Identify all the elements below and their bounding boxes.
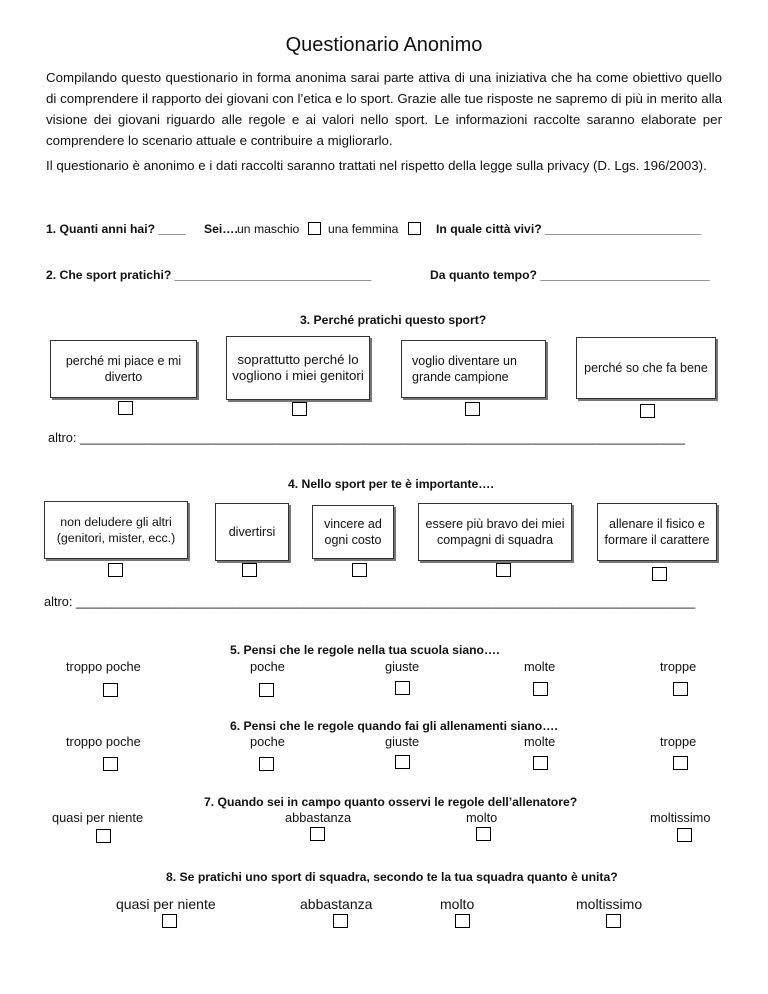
q4-question: 4. Nello sport per te è importante…. <box>288 477 494 491</box>
q8-checkbox[interactable] <box>162 914 177 928</box>
q4-option-box <box>215 503 289 561</box>
q1-male-label: un maschio <box>237 222 300 236</box>
q3-option-box <box>576 337 716 399</box>
q6-option-label: molte <box>524 734 556 749</box>
q3-checkbox[interactable] <box>292 402 307 416</box>
q3-option-label: perché mi piace e mi diverto <box>65 354 182 384</box>
q2-since-field[interactable]: Da quanto tempo? _________________________ <box>430 268 710 282</box>
page-title: Questionario Anonimo <box>285 34 483 56</box>
q3-other-field[interactable]: altro: _____________________________________________________________________________________ <box>48 430 685 445</box>
q8-checkbox[interactable] <box>333 914 348 928</box>
q3-checkbox[interactable] <box>118 401 133 415</box>
q7-question: 7. Quando sei in campo quanto osservi le regole dell’allenatore? <box>204 795 578 809</box>
q5-checkbox[interactable] <box>103 683 118 697</box>
q3-option-box <box>401 340 546 398</box>
q8-option-label: abbastanza <box>300 896 373 912</box>
q4-checkbox[interactable] <box>496 563 511 577</box>
q8-option-label: molto <box>440 896 475 912</box>
q3-option-label: soprattutto perché lo vogliono i miei genitori <box>232 352 364 383</box>
q5-checkbox[interactable] <box>395 681 410 695</box>
q1-age-field[interactable]: 1. Quanti anni hai? ____ <box>46 222 186 236</box>
q5-checkbox[interactable] <box>259 683 274 697</box>
q4-option-box <box>44 501 188 559</box>
q5-option-label: giuste <box>385 659 420 674</box>
q3-option-box <box>50 340 197 398</box>
q6-checkbox[interactable] <box>395 755 410 769</box>
q6-checkbox[interactable] <box>259 757 274 771</box>
q8-checkbox[interactable] <box>455 914 470 928</box>
q5-option-label: troppo poche <box>66 659 141 674</box>
q7-checkbox[interactable] <box>677 828 692 842</box>
q1-sex-label: Sei…. <box>204 222 238 236</box>
q4-other-field[interactable]: altro: _______________________________________________________________________________________ <box>44 594 696 609</box>
q7-checkbox[interactable] <box>310 827 325 841</box>
q7-option-label: quasi per niente <box>52 810 144 825</box>
q7-checkbox[interactable] <box>476 827 491 841</box>
q6-option-label: troppo poche <box>66 734 141 749</box>
q3-option-label: voglio diventare un grande campione <box>412 354 517 384</box>
q3-question: 3. Perché pratichi questo sport? <box>300 313 487 327</box>
q1-city-field[interactable]: In quale città vivi? _______________________ <box>436 222 701 236</box>
q7-option-label: moltissimo <box>650 810 711 825</box>
q4-option-label: non deludere gli altri (genitori, mister, ecc.) <box>56 515 176 545</box>
q5-checkbox[interactable] <box>673 682 688 696</box>
q4-option-label: vincere ad ogni costo <box>324 517 382 547</box>
q1-female-label: una femmina <box>328 222 399 236</box>
q5-option-label: molte <box>524 659 556 674</box>
q6-checkbox[interactable] <box>103 757 118 771</box>
q5-checkbox[interactable] <box>533 682 548 696</box>
q4-option-label: allenare il fisico e formare il carattere <box>604 517 710 547</box>
q8-option-label: moltissimo <box>576 896 643 912</box>
q6-option-label: troppe <box>660 734 697 749</box>
q6-question: 6. Pensi che le regole quando fai gli allenamenti siano…. <box>230 719 558 733</box>
q4-checkbox[interactable] <box>242 563 257 577</box>
q4-option-box <box>597 503 717 561</box>
q6-option-label: poche <box>250 734 285 749</box>
q3-option-label: perché so che fa bene <box>584 361 708 375</box>
q7-checkbox[interactable] <box>96 829 111 843</box>
q5-option-label: troppe <box>660 659 697 674</box>
q6-checkbox[interactable] <box>533 756 548 770</box>
q7-option-label: molto <box>466 810 498 825</box>
q6-option-label: giuste <box>385 734 420 749</box>
q6-checkbox[interactable] <box>673 756 688 770</box>
q7-option-label: abbastanza <box>285 810 352 825</box>
q8-question: 8. Se pratichi uno sport di squadra, secondo te la tua squadra quanto è unita? <box>166 870 618 884</box>
q4-option-label: essere più bravo dei miei compagni di squadra <box>425 517 565 547</box>
q3-checkbox[interactable] <box>465 402 480 416</box>
q1-male-checkbox[interactable] <box>308 222 321 235</box>
q3-checkbox[interactable] <box>640 404 655 418</box>
q1-female-checkbox[interactable] <box>408 222 421 235</box>
q4-checkbox[interactable] <box>652 567 667 581</box>
q4-option-box <box>418 503 572 561</box>
q8-checkbox[interactable] <box>606 914 621 928</box>
q2-sport-field[interactable]: 2. Che sport pratichi? _____________________________ <box>46 268 372 282</box>
q3-option-box <box>226 336 370 400</box>
privacy-paragraph: Il questionario è anonimo e i dati raccolti saranno trattati nel rispetto della legge sulla privacy (D. Lgs. 196/2003). <box>46 158 707 173</box>
intro-paragraph: Compilando questo questionario in forma anonima sarai parte attiva di una iniziativa che ha come obiettivo quello di comprendere il rapporto dei giovani con l’etica e lo sport. Grazie alle tue risposte ne sapremo di più in merito alla visione dei giovani riguardo alle regole e ai valori nello sport. Le informazioni raccolte saranno elaborate per comprendere lo scenario attuale e contribuire a migliorarlo. <box>46 70 722 148</box>
q4-option-box <box>312 505 394 559</box>
q4-checkbox[interactable] <box>352 563 367 577</box>
q5-question: 5. Pensi che le regole nella tua scuola siano…. <box>230 643 500 657</box>
q4-option-label: divertirsi <box>228 525 276 539</box>
q5-option-label: poche <box>250 659 285 674</box>
q8-option-label: quasi per niente <box>116 896 216 912</box>
q4-checkbox[interactable] <box>108 563 123 577</box>
